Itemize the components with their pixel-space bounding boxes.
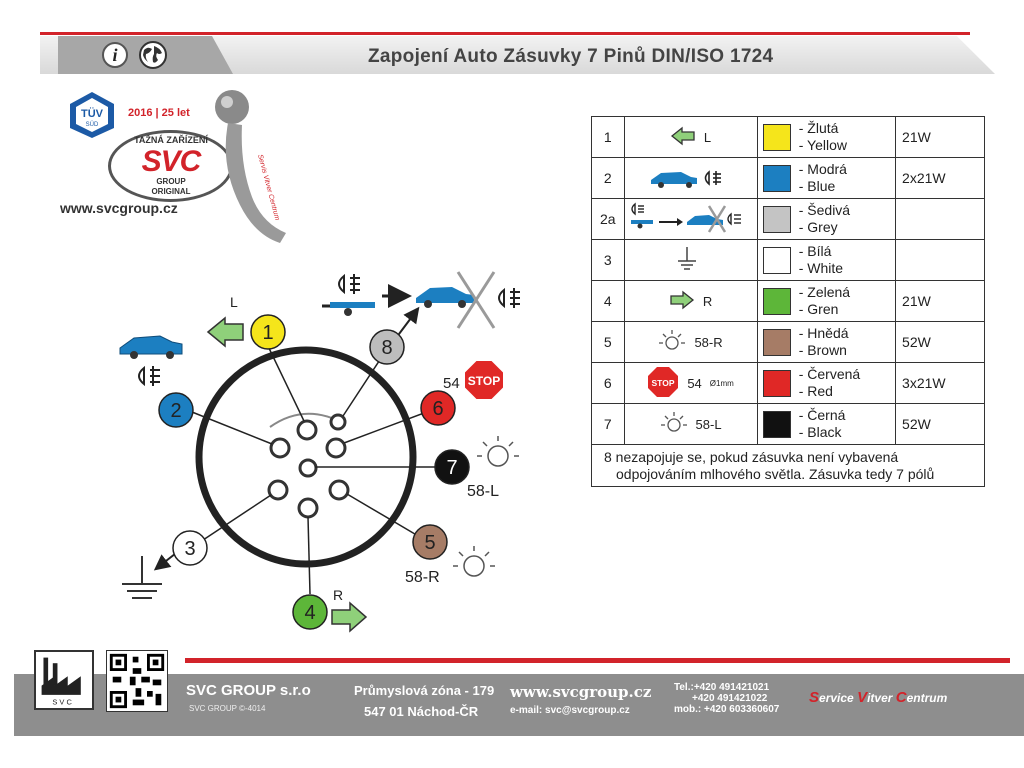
light-icon (658, 327, 686, 358)
color-name (797, 117, 896, 158)
color-name-cz: - Červená (798, 366, 861, 382)
fog-trailer-icon (625, 202, 749, 237)
color-name-en: - Blue (798, 178, 836, 194)
wattage (896, 199, 985, 240)
table-row (592, 158, 985, 199)
pin-function (624, 281, 757, 322)
svc-original: ORIGINAL (151, 187, 191, 196)
svg-text:STOP: STOP (651, 377, 675, 388)
pin-bubble-7 (435, 450, 469, 484)
color-swatch (763, 288, 791, 315)
color-cell (757, 158, 797, 199)
svc-group: GROUP (156, 177, 186, 186)
towbar-hook-icon (200, 85, 290, 250)
pin-function (624, 117, 757, 158)
pin-bubble-1 (251, 315, 285, 349)
label-l: L (230, 294, 238, 310)
pin-number: 6 (592, 363, 625, 404)
color-name (797, 281, 896, 322)
trailer-fog-icon (322, 272, 520, 328)
table-row (592, 117, 985, 158)
color-swatch (763, 247, 791, 274)
wattage: 52W (896, 404, 985, 445)
color-name (797, 158, 896, 199)
hole-5 (330, 481, 348, 499)
label-58l: 58-L (467, 483, 500, 500)
pin-bubble-2 (159, 393, 193, 427)
color-name-cz: - Šedivá (798, 202, 851, 218)
service-vitver-centrum: Service Vitver Centrum (809, 689, 948, 706)
pin-number: 2a (592, 199, 625, 240)
color-name-en: - Brown (798, 342, 847, 358)
wattage: 2x21W (896, 158, 985, 199)
pin-function (624, 322, 757, 363)
wattage: 52W (896, 322, 985, 363)
socket-diagram (100, 262, 560, 642)
color-cell (757, 322, 797, 363)
color-swatch (763, 411, 791, 438)
socket-outer (199, 350, 413, 564)
pin-bubble-3 (173, 531, 207, 565)
hole-6 (327, 439, 345, 457)
color-name-cz: - Zelená (798, 284, 851, 300)
pin-bubble-5 (413, 525, 447, 559)
pin-bubble-number: 1 (262, 322, 274, 344)
qr-code-icon[interactable] (106, 650, 168, 712)
label-54: 54 (443, 375, 460, 392)
pin-bubble-number: 6 (432, 398, 444, 420)
tuv-sub-label: SÜD (85, 122, 99, 128)
pin-number: 4 (592, 281, 625, 322)
pin-bubble-number: 5 (424, 532, 436, 554)
color-name-cz: - Hnědá (798, 325, 849, 341)
pin-number: 3 (592, 240, 625, 281)
label-r: R (333, 587, 344, 603)
footer-red-line (185, 658, 1010, 663)
table-row (592, 404, 985, 445)
hole-2 (271, 439, 289, 457)
car-icon (120, 336, 182, 359)
pin-label: L (703, 129, 712, 145)
tuv-badge-icon (66, 90, 118, 140)
factory-logo-icon (34, 650, 94, 710)
header (40, 32, 995, 78)
hook-caption: Servis Vitver Centrum (256, 153, 281, 222)
color-name (797, 199, 896, 240)
tuv-label: TÜV (81, 108, 103, 120)
color-name-en: - Gren (798, 301, 839, 317)
pin-bubble-number: 8 (381, 337, 393, 359)
address-line-1: Průmyslová zóna - 179 (354, 683, 495, 698)
pin-number: 1 (592, 117, 625, 158)
color-cell (757, 240, 797, 281)
pin-function (624, 363, 757, 404)
hole-4 (299, 499, 317, 517)
pin-label: R (702, 293, 713, 309)
pin-table (591, 116, 985, 487)
color-swatch (763, 329, 791, 356)
color-name-en: - Grey (798, 219, 838, 235)
color-name (797, 363, 896, 404)
svc-brand: SVC (141, 145, 201, 178)
pin-bubble-6 (421, 391, 455, 425)
hole-1 (298, 421, 316, 439)
pin-number: 5 (592, 322, 625, 363)
color-swatch (763, 370, 791, 397)
color-name-en: - Black (798, 424, 842, 440)
stop-icon (647, 366, 679, 401)
color-swatch (763, 124, 791, 151)
color-cell (757, 117, 797, 158)
stop-sign-icon (443, 360, 504, 400)
pin-bubble-number: 3 (184, 538, 196, 560)
pin-function (624, 404, 757, 445)
wattage (896, 240, 985, 281)
ground-icon (675, 245, 699, 276)
pin-bubble-8 (370, 330, 404, 364)
pin-number: 7 (592, 404, 625, 445)
table-row (592, 363, 985, 404)
hole-3 (269, 481, 287, 499)
car-fog-icon (647, 166, 727, 191)
pin-bubble-number: 7 (446, 457, 458, 479)
footer-phones (674, 682, 779, 715)
pin-function (624, 199, 757, 240)
wattage: 21W (896, 281, 985, 322)
note-line-2: odpojováním mlhového světla. Zásuvka tedy 7 pólů (616, 466, 935, 482)
pin-label: 54 (687, 375, 702, 391)
address-line-2: 547 01 Náchod-ČR (364, 704, 479, 719)
arc-text: TAŽNÁ ZAŘÍZENÍ (134, 135, 208, 145)
color-name-cz: - Žlutá (798, 120, 839, 136)
color-name-cz: - Černá (798, 407, 846, 423)
color-cell (757, 363, 797, 404)
wattage: 3x21W (896, 363, 985, 404)
color-name (797, 240, 896, 281)
phone-2[interactable]: +420 491421022 (692, 693, 768, 704)
color-name-en: - Yellow (798, 137, 847, 153)
arrow-left-icon (670, 126, 696, 149)
color-name-cz: - Modrá (798, 161, 847, 177)
stop-label: STOP (467, 374, 501, 388)
pin-label: 58-L (695, 416, 722, 432)
globe-icon[interactable] (138, 40, 168, 70)
info-icon[interactable]: i (102, 42, 128, 68)
table-row (592, 322, 985, 363)
company-sub: SVC GROUP ©-4014 (189, 704, 266, 713)
years-label: 2016 | 25 let (128, 107, 190, 119)
fog-light-icon (139, 366, 160, 386)
hole-8 (331, 415, 345, 429)
company-name: SVC GROUP s.r.o (186, 682, 311, 699)
pin-label: 58-R (694, 334, 723, 350)
pin-function (624, 158, 757, 199)
color-name-cz: - Bílá (798, 243, 832, 259)
rear-light-left-icon (477, 436, 519, 466)
color-name (797, 404, 896, 445)
note-line-1: 8 nezapojuje se, pokud zásuvka není vybavená (604, 449, 899, 465)
color-swatch (763, 206, 791, 233)
light-icon (660, 409, 688, 440)
pin-label-sub: Ø1mm (709, 378, 734, 388)
arrow-right-icon (669, 290, 695, 313)
right-indicator-icon (332, 587, 366, 631)
color-cell (757, 281, 797, 322)
pin-function (624, 240, 757, 281)
footer-email-link[interactable]: e-mail: svc@svcgroup.cz (510, 705, 630, 716)
rear-light-right-icon (453, 546, 495, 576)
phone-1[interactable]: Tel.:+420 491421021 (674, 682, 770, 693)
table-row (592, 199, 985, 240)
color-name (797, 322, 896, 363)
phone-3[interactable]: mob.: +420 603360607 (674, 704, 780, 715)
color-cell (757, 199, 797, 240)
pin-bubble-number: 4 (304, 602, 316, 624)
color-name-en: - White (798, 260, 844, 276)
hole-7 (300, 460, 316, 476)
logo-website[interactable]: www.svcgroup.cz (60, 200, 178, 216)
left-indicator-icon (208, 294, 243, 346)
wattage: 21W (896, 117, 985, 158)
label-58r: 58-R (405, 569, 440, 586)
color-swatch (763, 165, 791, 192)
table-row (592, 281, 985, 322)
factory-caption: S V C (52, 697, 72, 707)
color-cell (757, 404, 797, 445)
header-red-line (40, 32, 970, 35)
footer (14, 674, 1024, 736)
footer-website-link[interactable]: www.svcgroup.cz (510, 683, 652, 701)
ground-icon (122, 556, 162, 598)
page-title: Zapojení Auto Zásuvky 7 Pinů DIN/ISO 1724 (368, 46, 774, 67)
table-row (592, 240, 985, 281)
table-note (592, 445, 985, 487)
pin-number: 2 (592, 158, 625, 199)
company-logo (60, 85, 280, 250)
pin-bubble-4 (293, 595, 327, 629)
color-name-en: - Red (798, 383, 833, 399)
pin-bubble-number: 2 (170, 400, 182, 422)
